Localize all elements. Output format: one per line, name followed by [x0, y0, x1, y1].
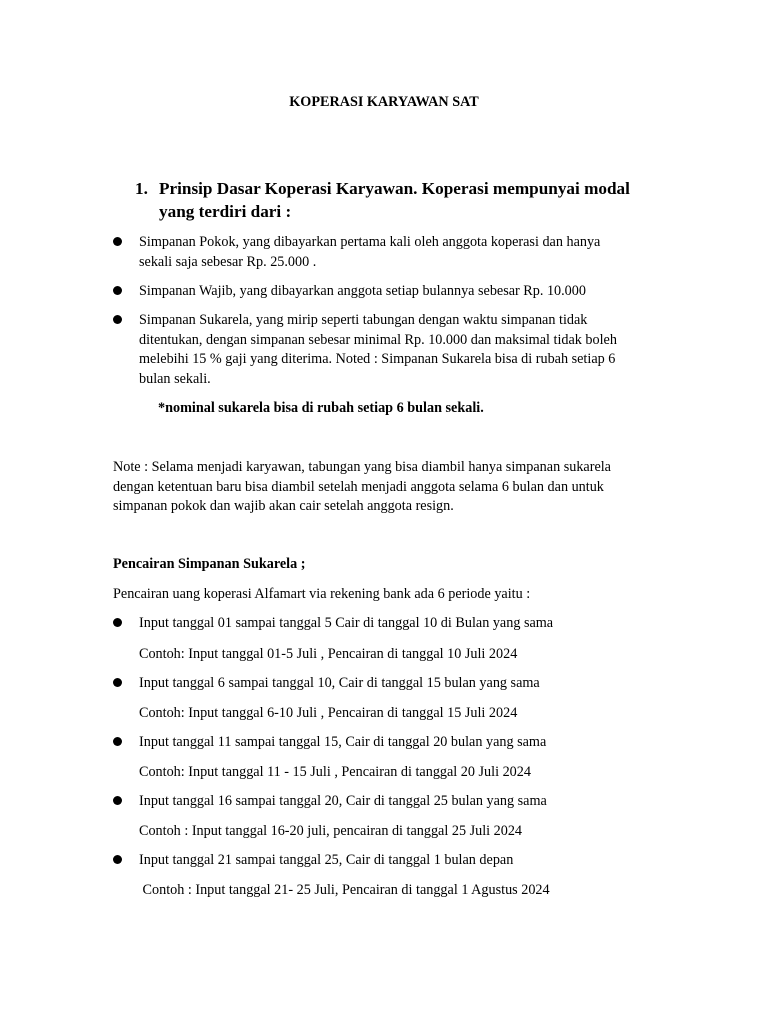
text-line: Simpanan Sukarela, yang mirip seperti tabungan dengan waktu simpanan tidak — [139, 312, 588, 328]
withdrawal-intro: Pencairan uang koperasi Alfamart via rekening bank ada 6 periode yaitu : — [113, 586, 531, 602]
bullet-icon — [113, 315, 122, 324]
period-rule: Input tanggal 11 sampai tanggal 15, Cair di tanggal 20 bulan yang sama — [139, 734, 547, 750]
section-heading-line1: Prinsip Dasar Koperasi Karyawan. Koperasi mempunyai modal — [159, 179, 630, 198]
period-rule: Input tanggal 6 sampai tanggal 10, Cair di tanggal 15 bulan yang sama — [139, 675, 540, 691]
bullet-icon — [113, 618, 122, 627]
text-line: bulan sekali. — [139, 370, 211, 387]
bullet-icon — [113, 678, 122, 687]
withdrawal-heading: Pencairan Simpanan Sukarela ; — [113, 556, 306, 572]
bullet-icon — [113, 286, 122, 295]
bullet-icon — [113, 237, 122, 246]
bullet-icon — [113, 796, 122, 805]
section-heading-line2: yang terdiri dari : — [159, 201, 292, 221]
section-number: 1. — [135, 179, 148, 198]
text-line: simpanan pokok dan wajib akan cair setelah anggota resign. — [113, 498, 454, 514]
bullet-icon — [113, 855, 122, 864]
text-line: Note : Selama menjadi karyawan, tabungan yang bisa diambil hanya simpanan sukarela — [113, 459, 611, 475]
list-item-text — [139, 233, 653, 272]
period-example: Contoh : Input tanggal 21- 25 Juli, Pencairan di tanggal 1 Agustus 2024 — [139, 882, 550, 898]
period-rule: Input tanggal 21 sampai tanggal 25, Cair di tanggal 1 bulan depan — [139, 852, 514, 868]
page-title: KOPERASI KARYAWAN SAT — [289, 94, 479, 110]
period-rule: Input tanggal 16 sampai tanggal 20, Cair di tanggal 25 bulan yang sama — [139, 793, 547, 809]
list-item-text — [139, 282, 653, 302]
period-rule: Input tanggal 01 sampai tanggal 5 Cair di tanggal 10 di Bulan yang sama — [139, 615, 554, 631]
list-item-text — [139, 311, 653, 389]
text-line: melebihi 15 % gaji yang diterima. Noted : Simpanan Sukarela bisa di rubah setiap 6 — [139, 351, 616, 367]
period-example: Contoh: Input tanggal 6-10 Juli , Pencairan di tanggal 15 Juli 2024 — [139, 705, 518, 721]
period-example: Contoh: Input tanggal 01-5 Juli , Pencairan di tanggal 10 Juli 2024 — [139, 646, 518, 662]
emphasis-note: *nominal sukarela bisa di rubah setiap 6 bulan sekali. — [158, 400, 484, 416]
text-line: ditentukan, dengan simpanan sebesar minimal Rp. 10.000 dan maksimal tidak boleh — [139, 331, 617, 348]
note-paragraph — [113, 458, 658, 517]
period-example: Contoh: Input tanggal 11 - 15 Juli , Pencairan di tanggal 20 Juli 2024 — [139, 764, 531, 780]
section-heading — [135, 178, 655, 223]
text-line: Simpanan Pokok, yang dibayarkan pertama kali oleh anggota koperasi dan hanya — [139, 234, 601, 250]
text-line: dengan ketentuan baru bisa diambil setelah menjadi anggota selama 6 bulan dan untuk — [113, 478, 604, 495]
text-line: Simpanan Wajib, yang dibayarkan anggota setiap bulannya sebesar Rp. 10.000 — [139, 283, 586, 299]
bullet-icon — [113, 737, 122, 746]
text-line: sekali saja sebesar Rp. 25.000 . — [139, 253, 317, 270]
period-example: Contoh : Input tanggal 16-20 juli, pencairan di tanggal 25 Juli 2024 — [139, 823, 523, 839]
